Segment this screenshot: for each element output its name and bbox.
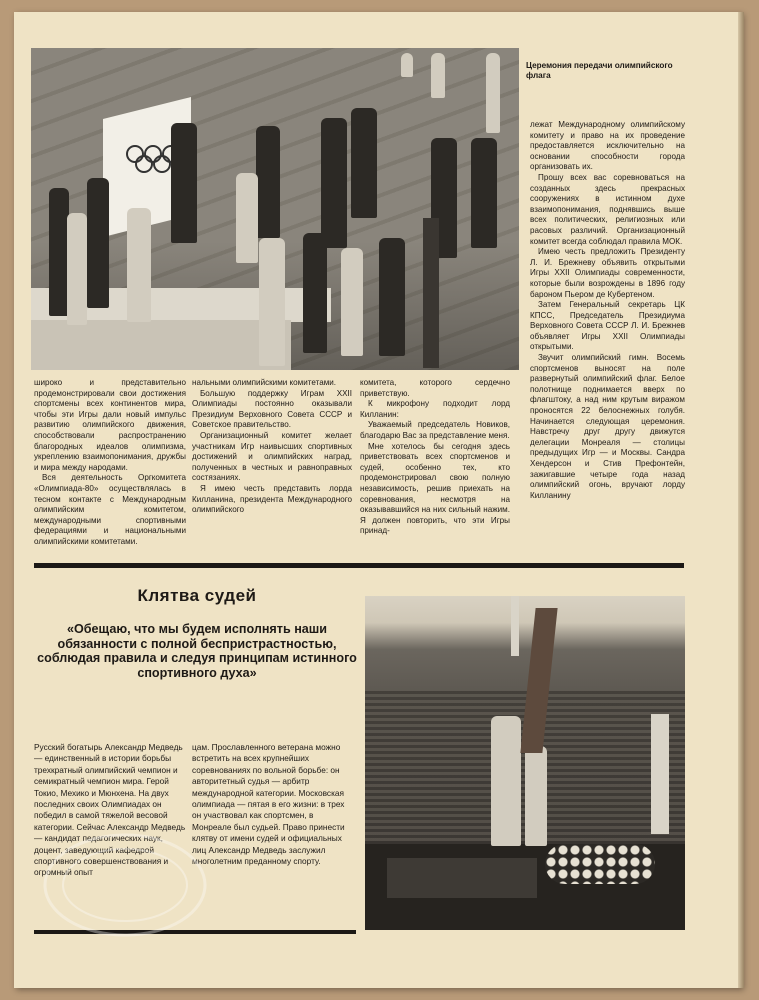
paragraph: Имею честь предложить Президенту Л. И. Брежневу объявить открытыми Игры XXII Олимпиады современности, которые были возрождены в 1896 году бароном Пьером де Кубертеном. <box>530 247 685 299</box>
article-column-2 <box>192 378 352 516</box>
cameraman-figure <box>321 118 347 248</box>
paragraph: комитета, которого сердечно приветствую. <box>360 378 510 398</box>
person-figure <box>256 126 280 238</box>
person-figure <box>379 238 405 356</box>
person-figure <box>259 238 285 366</box>
paragraph: Звучит олимпийский гимн. Восемь спортсменов выносят на поле развернутый олимпийский флаг. Белое полотнище поднимается вверх по флагштоку, а над ним крутым виражом проносятся 22 белоснежных голубя. Начинается следующая церемония. Навстречу друг другу движутся делегации Монреаля — столицы предыдущих Игр — и Москвы. Сандра Хендерсон и Стив Префонтейн, зажигавшие четыре года назад олимпийский огонь, вручают лорду Килланину <box>530 353 685 500</box>
section-divider <box>34 563 684 568</box>
article-right-column <box>530 120 685 501</box>
podium-platform <box>31 320 291 370</box>
flower-bouquet <box>545 844 655 884</box>
paragraph: Большую поддержку Играм XXII Олимпиады постоянно оказывали Президиум Верховного Совета СССР и Советское правительство. <box>192 388 352 430</box>
paragraph: Вся деятельность Оргкомитета «Олимпиада-80» осуществлялась в тесном контакте с Международным олимпийским комитетом, международными спортивными федерациями и национальными олимпийскими комитетами. <box>34 473 186 546</box>
flag-bearer-figure <box>525 746 547 846</box>
person-figure <box>87 178 109 308</box>
person-figure <box>431 53 445 98</box>
paragraph: Мне хотелось бы сегодня здесь приветствовать всех спортсменов и судей, особенно тех, кто продемонстрировал свою полную независимость, решив приехать на соревнования, несмотря на оказывавшийся на них сильный нажим. Я должен повторить, что эти Игры принад- <box>360 441 510 536</box>
podium-step <box>387 858 537 898</box>
person-figure <box>171 123 197 243</box>
paragraph: лежат Международному олимпийскому комитету и право на их проведение предоставляется исключительно на основании способности города организовать их. <box>530 120 685 172</box>
person-figure <box>401 53 413 77</box>
person-figure <box>486 53 500 133</box>
person-figure <box>341 248 363 356</box>
medved-column-1: Русский богатырь Александр Медведь — единственный в истории борьбы трехкратный олимпийский чемпион и семикратный чемпион мира. Герой Токио, Мехико и Мюнхена. На двух последних своих Олимпиадах он победил в самой тяжелой весовой категории. Сейчас Александр Медведь — кандидат педагогических наук, доцент, заведующий кафедрой спортивного совершенствования и огромный опыт <box>34 742 186 878</box>
paragraph: Затем Генеральный секретарь ЦК КПСС, Председатель Президиума Верховного Совета СССР Л. И. Брежнев объявляет Игры XXII Олимпиады открытыми. <box>530 300 685 352</box>
section-title: Клятва судей <box>137 586 257 605</box>
paragraph: нальными олимпийскими комитетами. <box>192 378 337 387</box>
camera-tripod <box>423 218 439 368</box>
oath-quote: «Обещаю, что мы будем исполнять наши обязанности с полной беспристрастностью, соблюдая правила и следуя принципам истинного спортивного духа» <box>37 622 357 680</box>
bottom-divider <box>34 930 356 934</box>
cameraman-figure <box>351 108 377 218</box>
article-column-3 <box>360 378 510 537</box>
person-figure <box>303 233 327 353</box>
scoreboard-tower <box>651 714 669 834</box>
paragraph: Организационный комитет желает участникам Игр наивысших спортивных достижений и олимпийских наград, полученных в честных и равноправных состязаниях. <box>192 430 352 483</box>
cameraman-figure <box>471 138 497 248</box>
judge-oath-photo <box>365 596 685 930</box>
article-column-1 <box>34 378 186 548</box>
person-figure <box>236 173 258 263</box>
paragraph: К микрофону подходит лорд Килланин: <box>360 399 510 419</box>
paragraph: Уважаемый председатель Новиков, благодарю Вас за представление меня. <box>360 420 510 440</box>
page-edge <box>738 12 744 988</box>
photo-caption-top: Церемония передачи олимпийского флага <box>526 61 673 80</box>
flag-ceremony-photo <box>31 48 519 370</box>
judge-figure <box>491 716 521 846</box>
medved-column-2: цам. Прославленного ветерана можно встретить на всех крупнейших соревнованиях по вольной борьбе: он авторитетный судья — арбитр международной категории. Московская олимпиада — пятая в его жизни: в трех он участвовал как спортсмен, в Монреале был судьей. Право принести клятву от имени судей и официальных лиц Александр Медведь заслужил многолетним преданному спорту. <box>192 742 345 867</box>
paragraph: Прошу всех вас соревноваться на созданных здесь прекрасных сооружениях в истинном духе взаимопонимания, поднявшись выше всех политических, религиозных или расовых различий. Организационный комитет всегда соблюдал правила МОК. <box>530 172 685 246</box>
paragraph: Я имею честь представить лорда Килланина, президента Международного олимпийского <box>192 483 352 515</box>
person-figure <box>67 213 87 325</box>
paragraph: широко и представительно продемонстрировали свои достижения спортсмены всех континентов мира, чтобы эти Игры дали новый импульс развитию олимпийского движения, способствовали распространению благородных идеалов олимпизма, укреплению взаимопонимания, дружбы и мира между народами. <box>34 378 186 472</box>
person-figure <box>127 208 151 322</box>
stadium-mast <box>511 596 519 656</box>
person-figure <box>49 188 69 316</box>
